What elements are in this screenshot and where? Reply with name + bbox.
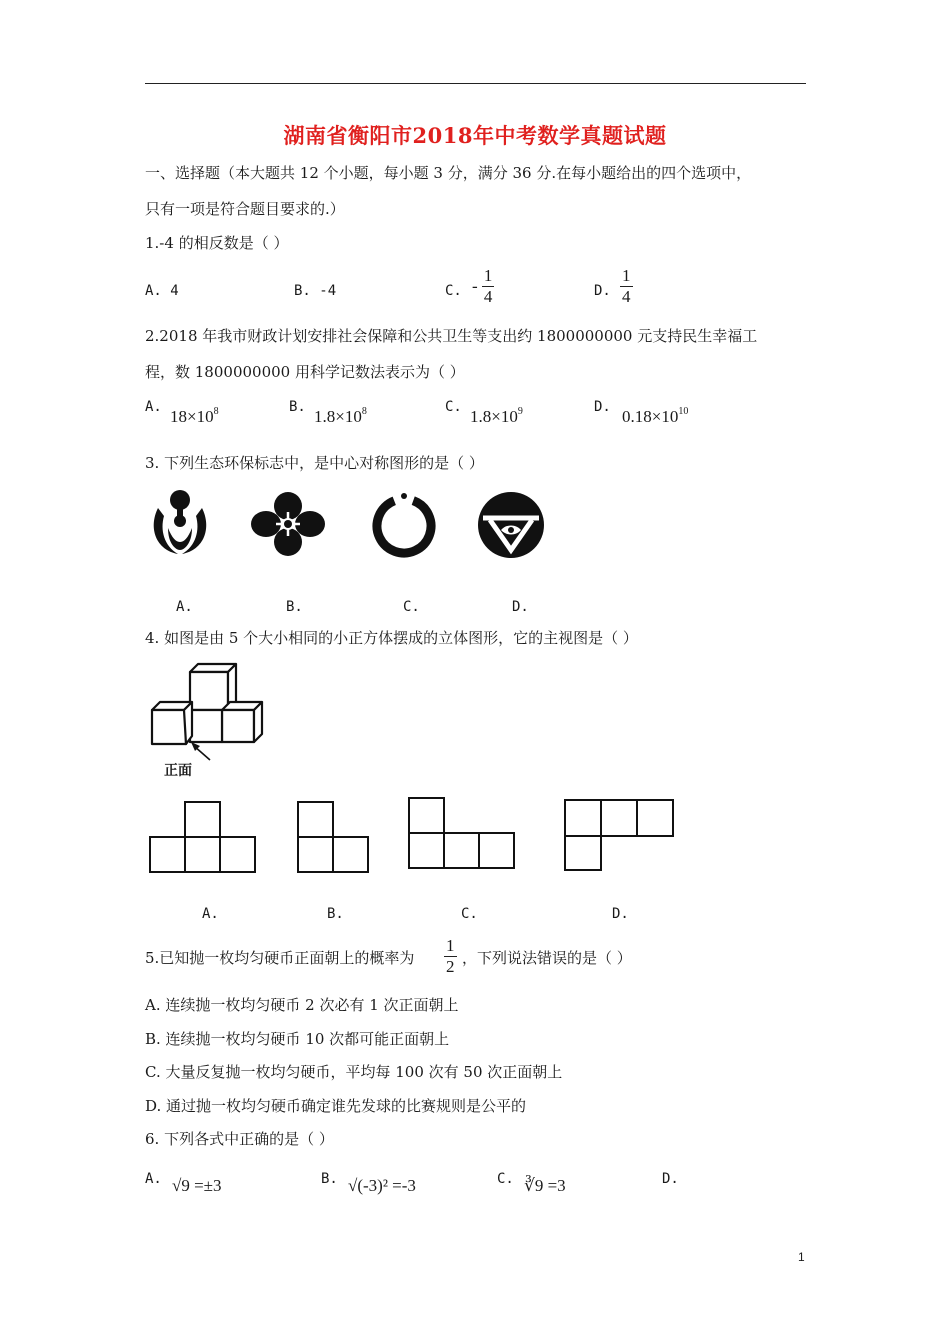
q6-option-a-expr: √9 =±3 (172, 1176, 222, 1195)
q4-label-b: B. (327, 906, 344, 922)
q4-label-a: A. (202, 906, 219, 922)
q1-option-c-label: C. (445, 283, 462, 299)
q2-option-b-label: B. (289, 399, 306, 415)
q5-option-a: A. 连续抛一枚均匀硬币 2 次必有 1 次正面朝上 (145, 996, 459, 1014)
q3-label-b: B. (286, 599, 303, 615)
q2-option-a-value: $18\times 10^8$ (170, 406, 219, 426)
section-intro-line1: 一、选择题（本大题共 12 个小题，每小题 3 分，满分 36 分.在每小题给出的四个选项中， (145, 164, 752, 182)
q6-option-b-expr: √(-3)² =-3 (348, 1176, 416, 1195)
q4-label-c: C. (461, 906, 478, 922)
q6-stem: 6. 下列各式中正确的是（ ） (145, 1130, 334, 1148)
q2-stem-line2: 程，数 1800000000 用科学记数法表示为（ ） (145, 363, 465, 381)
q2-stem-line1: 2.2018 年我市财政计划安排社会保障和公共卫生等支出约 1800000000 元支持民生幸福工 (145, 327, 758, 345)
page-title: 湖南省衡阳市2018年中考数学真题试题 (283, 123, 667, 148)
q5-stem-post: ，下列说法错误的是（ ） (462, 949, 632, 967)
q2-option-d-label: D. (594, 399, 611, 415)
q5-option-b: B. 连续抛一枚均匀硬币 10 次都可能正面朝上 (145, 1030, 450, 1048)
q1-option-d-label: D. (594, 283, 611, 299)
q4-stem: 4. 如图是由 5 个大小相同的小正方体摆成的立体图形，它的主视图是（ ） (145, 629, 638, 647)
q1-option-a: A. 4 (145, 283, 179, 299)
q4-option-d-figure (563, 798, 675, 872)
q3-label-d: D. (512, 599, 529, 615)
q3-stem: 3. 下列生态环保标志中，是中心对称图形的是（ ） (145, 454, 484, 472)
eco-symbol-a-image (148, 488, 212, 560)
q4-option-c-figure (407, 796, 515, 872)
q3-label-c: C. (403, 599, 420, 615)
q3-label-a: A. (176, 599, 193, 615)
q6-option-c-expr: ∛9 =3 (524, 1176, 566, 1195)
page-number: 1 (798, 1250, 805, 1264)
q1-option-c-value (472, 266, 494, 307)
q6-option-b-label: B. (321, 1171, 338, 1187)
q1-option-b: B. -4 (294, 283, 337, 299)
section-intro-line2: 只有一项是符合题目要求的.） (145, 200, 345, 218)
header-rule (145, 83, 806, 84)
eco-symbol-c-image (369, 490, 439, 560)
q5-fraction: $\frac{1}{2}$ (446, 936, 455, 976)
q6-option-d-label: D. (662, 1171, 679, 1187)
q2-option-a-label: A. (145, 399, 162, 415)
q2-option-c-label: C. (445, 399, 462, 415)
front-view-label: 正面 (164, 763, 192, 779)
q1-d-fraction: $\frac{1}{4}$ (622, 266, 631, 306)
q1-option-d-value (620, 266, 633, 307)
q2-option-c-value: $1.8\times 10^9$ (470, 406, 523, 426)
q5-option-c: C. 大量反复抛一枚均匀硬币，平均每 100 次有 50 次正面朝上 (145, 1063, 563, 1081)
eco-symbol-d-image (476, 490, 546, 560)
eco-symbol-b-image (250, 490, 326, 558)
q4-option-a-figure (148, 800, 256, 874)
q1-c-fraction: $\frac{1}{4}$ (483, 266, 493, 306)
q5-stem-pre: 5.已知抛一枚均匀硬币正面朝上的概率为 (145, 949, 415, 967)
q1-c-sign: - (472, 276, 478, 296)
q4-label-d: D. (612, 906, 629, 922)
q2-option-b-value: $1.8\times 10^8$ (314, 406, 367, 426)
q6-option-a-label: A. (145, 1171, 162, 1187)
q6-option-c-label: C. (497, 1171, 514, 1187)
q5-option-d: D. 通过抛一枚均匀硬币确定谁先发球的比赛规则是公平的 (145, 1097, 527, 1115)
q2-option-d-value: $0.18\times 10^{10}$ (622, 406, 689, 426)
q1-stem: 1.-4 的相反数是（ ） (145, 234, 289, 252)
q4-option-b-figure (296, 800, 370, 874)
